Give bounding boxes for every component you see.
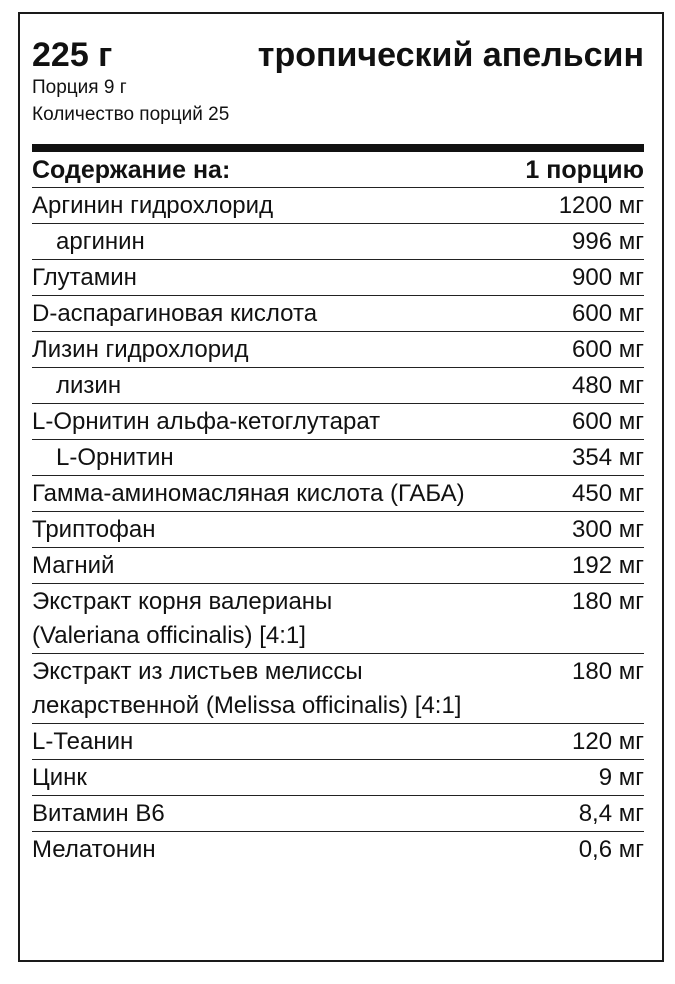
thick-divider (32, 144, 644, 152)
table-row (32, 260, 644, 296)
ingredient-name: L-Орнитин (56, 444, 174, 471)
nutrition-table (32, 152, 644, 867)
ingredient-amount: 600 мг (572, 300, 644, 327)
table-row (32, 512, 644, 548)
ingredient-amount: 300 мг (572, 516, 644, 543)
table-header (32, 152, 644, 188)
ingredient-name: Триптофан (32, 516, 156, 543)
title-line (32, 14, 644, 74)
table-row (32, 404, 644, 440)
ingredient-amount: 600 мг (572, 408, 644, 435)
serving-size: Порция 9 г (32, 77, 127, 98)
ingredient-name: Цинк (32, 764, 87, 791)
ingredient-name: Экстракт корня валерианы (Valeriana officinalis) [4:1] (32, 588, 333, 649)
ingredient-amount: 9 мг (598, 764, 644, 791)
table-row (32, 796, 644, 832)
ingredient-name: L-Орнитин альфа-кетоглутарат (32, 408, 381, 435)
ingredient-amount: 354 мг (572, 444, 644, 471)
ingredient-name: L-Теанин (32, 728, 134, 755)
ingredient-amount: 600 мг (572, 336, 644, 363)
table-row (32, 188, 644, 224)
ingredient-name: Аргинин гидрохлорид (32, 192, 274, 219)
ingredient-amount: 996 мг (572, 228, 644, 255)
ingredient-name: Гамма-аминомасляная кислота (ГАБА) (32, 480, 465, 507)
table-row (32, 548, 644, 584)
table-row (32, 440, 644, 476)
table-row (32, 332, 644, 368)
table-row (32, 476, 644, 512)
ingredient-name: Мелатонин (32, 836, 156, 863)
ingredient-amount: 480 мг (572, 372, 644, 399)
ingredient-amount: 8,4 мг (578, 800, 644, 827)
ingredient-name: аргинин (56, 228, 145, 255)
table-row (32, 296, 644, 332)
ingredient-name: D-аспарагиновая кислота (32, 300, 318, 327)
label-header (32, 14, 644, 126)
table-row (32, 584, 644, 654)
table-row (32, 760, 644, 796)
ingredient-amount: 0,6 мг (578, 836, 644, 863)
net-weight: 225 г (32, 36, 113, 74)
table-row (32, 224, 644, 260)
ingredient-amount: 192 мг (572, 552, 644, 579)
ingredient-name: Глутамин (32, 264, 137, 291)
ingredient-name: лизин (56, 372, 122, 399)
table-row (32, 654, 644, 724)
column-value-header: 1 порцию (525, 156, 644, 184)
flavor-name: тропический апельсин (257, 36, 644, 74)
ingredient-amount: 1200 мг (558, 192, 644, 219)
nutrition-label (18, 12, 664, 962)
ingredient-name: Витамин B6 (32, 800, 165, 827)
ingredient-name: Лизин гидрохлорид (32, 336, 249, 363)
servings-count: Количество порций 25 (32, 104, 230, 125)
ingredient-amount: 180 мг (572, 588, 644, 615)
ingredient-name: Магний (32, 552, 115, 579)
ingredient-name: Экстракт из листьев мелиссы лекарственной (Melissa officinalis) [4:1] (32, 658, 462, 719)
table-row (32, 368, 644, 404)
column-name-header: Содержание на: (32, 156, 231, 184)
table-row (32, 724, 644, 760)
table-row (32, 832, 644, 867)
ingredient-amount: 900 мг (572, 264, 644, 291)
ingredient-amount: 120 мг (572, 728, 644, 755)
ingredient-amount: 450 мг (572, 480, 644, 507)
ingredient-amount: 180 мг (572, 658, 644, 685)
